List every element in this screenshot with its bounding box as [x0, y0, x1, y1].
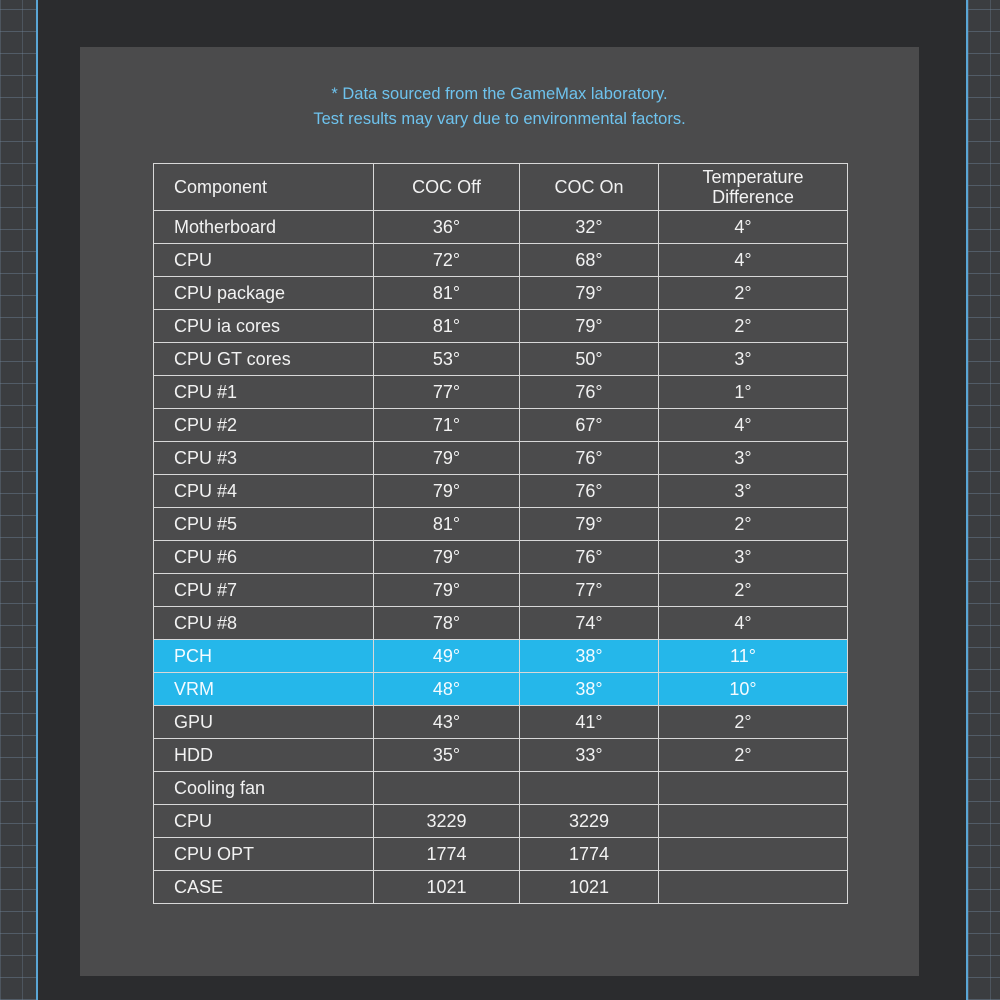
cell-coc-on: 68°	[520, 244, 659, 277]
cell-component: CPU #5	[154, 508, 374, 541]
cell-difference: 4°	[659, 244, 848, 277]
cell-difference: 4°	[659, 211, 848, 244]
cell-coc-on: 79°	[520, 508, 659, 541]
cell-coc-off: 48°	[374, 673, 520, 706]
cell-coc-off: 81°	[374, 508, 520, 541]
data-source-note: * Data sourced from the GameMax laboratory.	[331, 85, 668, 103]
cell-component: CPU #8	[154, 607, 374, 640]
table-row	[154, 508, 848, 541]
cell-coc-on: 79°	[520, 310, 659, 343]
table-row	[154, 838, 848, 871]
table-row	[154, 739, 848, 772]
cell-component: CPU #6	[154, 541, 374, 574]
cell-coc-on: 38°	[520, 673, 659, 706]
cell-component: HDD	[154, 739, 374, 772]
cell-difference: 1°	[659, 376, 848, 409]
cell-coc-on: 76°	[520, 541, 659, 574]
cell-coc-off: 3229	[374, 805, 520, 838]
cell-coc-on: 50°	[520, 343, 659, 376]
header-coc-on: COC On	[520, 164, 659, 211]
table-row-highlighted	[154, 673, 848, 706]
cell-difference: 4°	[659, 409, 848, 442]
cell-coc-off: 35°	[374, 739, 520, 772]
cell-component: CPU OPT	[154, 838, 374, 871]
cell-component: Cooling fan	[154, 772, 374, 805]
cell-coc-on: 77°	[520, 574, 659, 607]
cell-coc-off: 53°	[374, 343, 520, 376]
table-row	[154, 706, 848, 739]
cell-component: VRM	[154, 673, 374, 706]
cell-difference	[659, 772, 848, 805]
table-row	[154, 607, 848, 640]
cell-difference	[659, 871, 848, 904]
cell-component: CPU	[154, 244, 374, 277]
cell-difference: 3°	[659, 475, 848, 508]
cell-coc-on: 74°	[520, 607, 659, 640]
cell-component: CPU #7	[154, 574, 374, 607]
cell-coc-off: 1774	[374, 838, 520, 871]
cell-component: CASE	[154, 871, 374, 904]
cell-coc-off: 1021	[374, 871, 520, 904]
cell-coc-on: 1021	[520, 871, 659, 904]
cell-difference: 3°	[659, 541, 848, 574]
cell-difference: 4°	[659, 607, 848, 640]
cell-component: CPU	[154, 805, 374, 838]
header-diff-line2: Difference	[712, 187, 794, 207]
cell-coc-off	[374, 772, 520, 805]
header-temperature-difference	[659, 164, 848, 211]
cell-component: CPU package	[154, 277, 374, 310]
cell-coc-off: 79°	[374, 475, 520, 508]
results-panel	[80, 47, 919, 976]
table-row	[154, 442, 848, 475]
cell-coc-on: 79°	[520, 277, 659, 310]
table-row	[154, 475, 848, 508]
cell-coc-on: 76°	[520, 376, 659, 409]
cell-component: CPU #2	[154, 409, 374, 442]
cell-component: CPU #3	[154, 442, 374, 475]
cell-coc-on: 38°	[520, 640, 659, 673]
cell-coc-off: 71°	[374, 409, 520, 442]
cell-coc-off: 79°	[374, 574, 520, 607]
header-coc-off: COC Off	[374, 164, 520, 211]
cell-coc-on: 32°	[520, 211, 659, 244]
cell-component: CPU #1	[154, 376, 374, 409]
cell-difference: 3°	[659, 343, 848, 376]
cell-coc-on: 76°	[520, 442, 659, 475]
variance-disclaimer: Test results may vary due to environmental factors.	[313, 110, 686, 128]
cell-coc-on: 67°	[520, 409, 659, 442]
table-row	[154, 310, 848, 343]
table-row	[154, 376, 848, 409]
temperature-table	[153, 163, 848, 904]
cell-coc-on: 76°	[520, 475, 659, 508]
cell-coc-on	[520, 772, 659, 805]
cell-coc-off: 77°	[374, 376, 520, 409]
cell-coc-off: 81°	[374, 310, 520, 343]
table-row	[154, 244, 848, 277]
cell-coc-off: 49°	[374, 640, 520, 673]
cell-difference: 3°	[659, 442, 848, 475]
cell-coc-off: 72°	[374, 244, 520, 277]
cell-difference: 2°	[659, 706, 848, 739]
cell-difference: 2°	[659, 574, 848, 607]
table-row	[154, 805, 848, 838]
cell-coc-off: 81°	[374, 277, 520, 310]
cell-coc-on: 41°	[520, 706, 659, 739]
right-grid-strip	[966, 0, 1000, 1000]
left-grid-strip	[0, 0, 38, 1000]
cell-difference	[659, 838, 848, 871]
cell-component: CPU ia cores	[154, 310, 374, 343]
cell-component: Motherboard	[154, 211, 374, 244]
table-row-highlighted	[154, 640, 848, 673]
cell-coc-off: 79°	[374, 442, 520, 475]
cell-component: GPU	[154, 706, 374, 739]
table-row	[154, 409, 848, 442]
cell-difference: 10°	[659, 673, 848, 706]
table-section-row-cooling-fan	[154, 772, 848, 805]
table-row	[154, 871, 848, 904]
header-diff-line1: Temperature	[702, 167, 804, 187]
cell-coc-off: 79°	[374, 541, 520, 574]
cell-difference: 11°	[659, 640, 848, 673]
cell-component: CPU #4	[154, 475, 374, 508]
cell-coc-off: 36°	[374, 211, 520, 244]
table-header-row	[154, 164, 848, 211]
cell-difference: 2°	[659, 310, 848, 343]
table-row	[154, 574, 848, 607]
cell-difference	[659, 805, 848, 838]
cell-coc-on: 3229	[520, 805, 659, 838]
cell-coc-off: 78°	[374, 607, 520, 640]
cell-component: CPU GT cores	[154, 343, 374, 376]
header-component: Component	[154, 164, 374, 211]
cell-difference: 2°	[659, 277, 848, 310]
table-row	[154, 277, 848, 310]
table-row	[154, 343, 848, 376]
cell-coc-off: 43°	[374, 706, 520, 739]
cell-coc-on: 1774	[520, 838, 659, 871]
table-row	[154, 211, 848, 244]
cell-difference: 2°	[659, 739, 848, 772]
cell-difference: 2°	[659, 508, 848, 541]
cell-component: PCH	[154, 640, 374, 673]
cell-coc-on: 33°	[520, 739, 659, 772]
table-row	[154, 541, 848, 574]
